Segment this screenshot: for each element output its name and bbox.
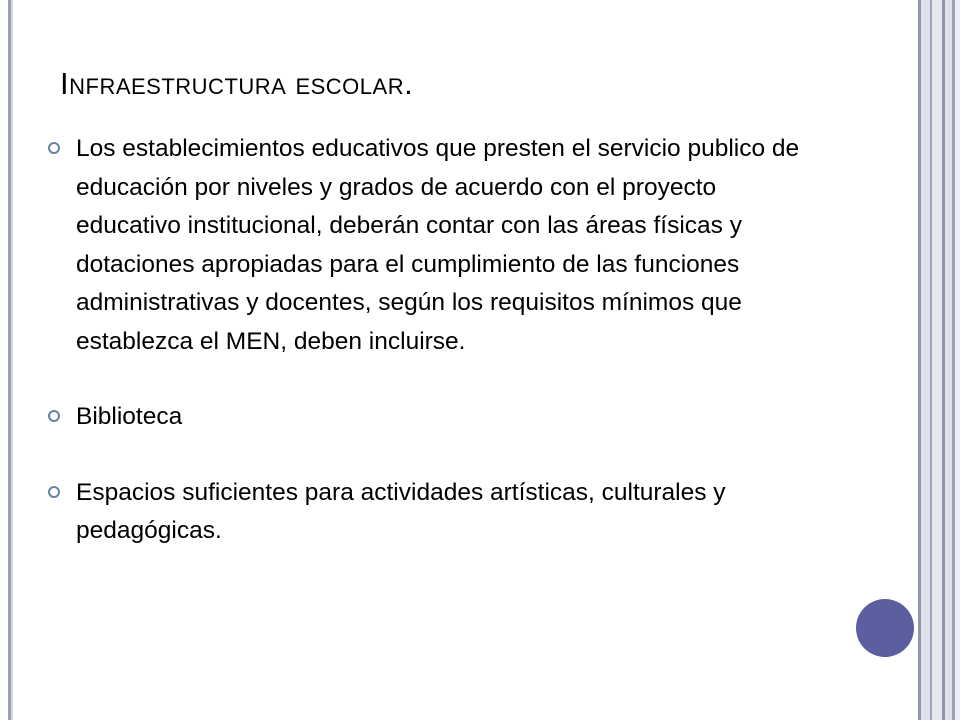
bullet-text: Espacios suficientes para actividades artísticas, culturales y pedagógicas. <box>76 478 726 544</box>
right-border-stripe <box>921 0 930 720</box>
bullet-text: Biblioteca <box>76 403 183 430</box>
left-frame-inner-line <box>11 0 13 720</box>
bullet-list <box>48 130 818 551</box>
bullet-item <box>48 130 818 361</box>
bullet-ring-icon <box>48 410 60 422</box>
bullet-item <box>48 398 818 437</box>
right-border-stripe <box>932 0 942 720</box>
bullet-text: Los establecimientos educativos que presten el servicio publico de educación por niveles y grados de acuerdo con el proyecto educativo institucional, deberán contar con las áreas físicas y dotaciones apropiadas para el cumplimiento de las funciones administrativas y docentes, según los requisitos mínimos que establezca el MEN, deben incluirse. <box>76 135 800 355</box>
slide-title: Infraestructura escolar. <box>60 66 414 101</box>
bullet-ring-icon <box>48 142 60 154</box>
right-border-stripe <box>955 0 960 720</box>
right-border-stripe <box>945 0 952 720</box>
decorative-circle <box>856 599 914 657</box>
bullet-item <box>48 474 818 551</box>
bullet-ring-icon <box>48 486 60 498</box>
